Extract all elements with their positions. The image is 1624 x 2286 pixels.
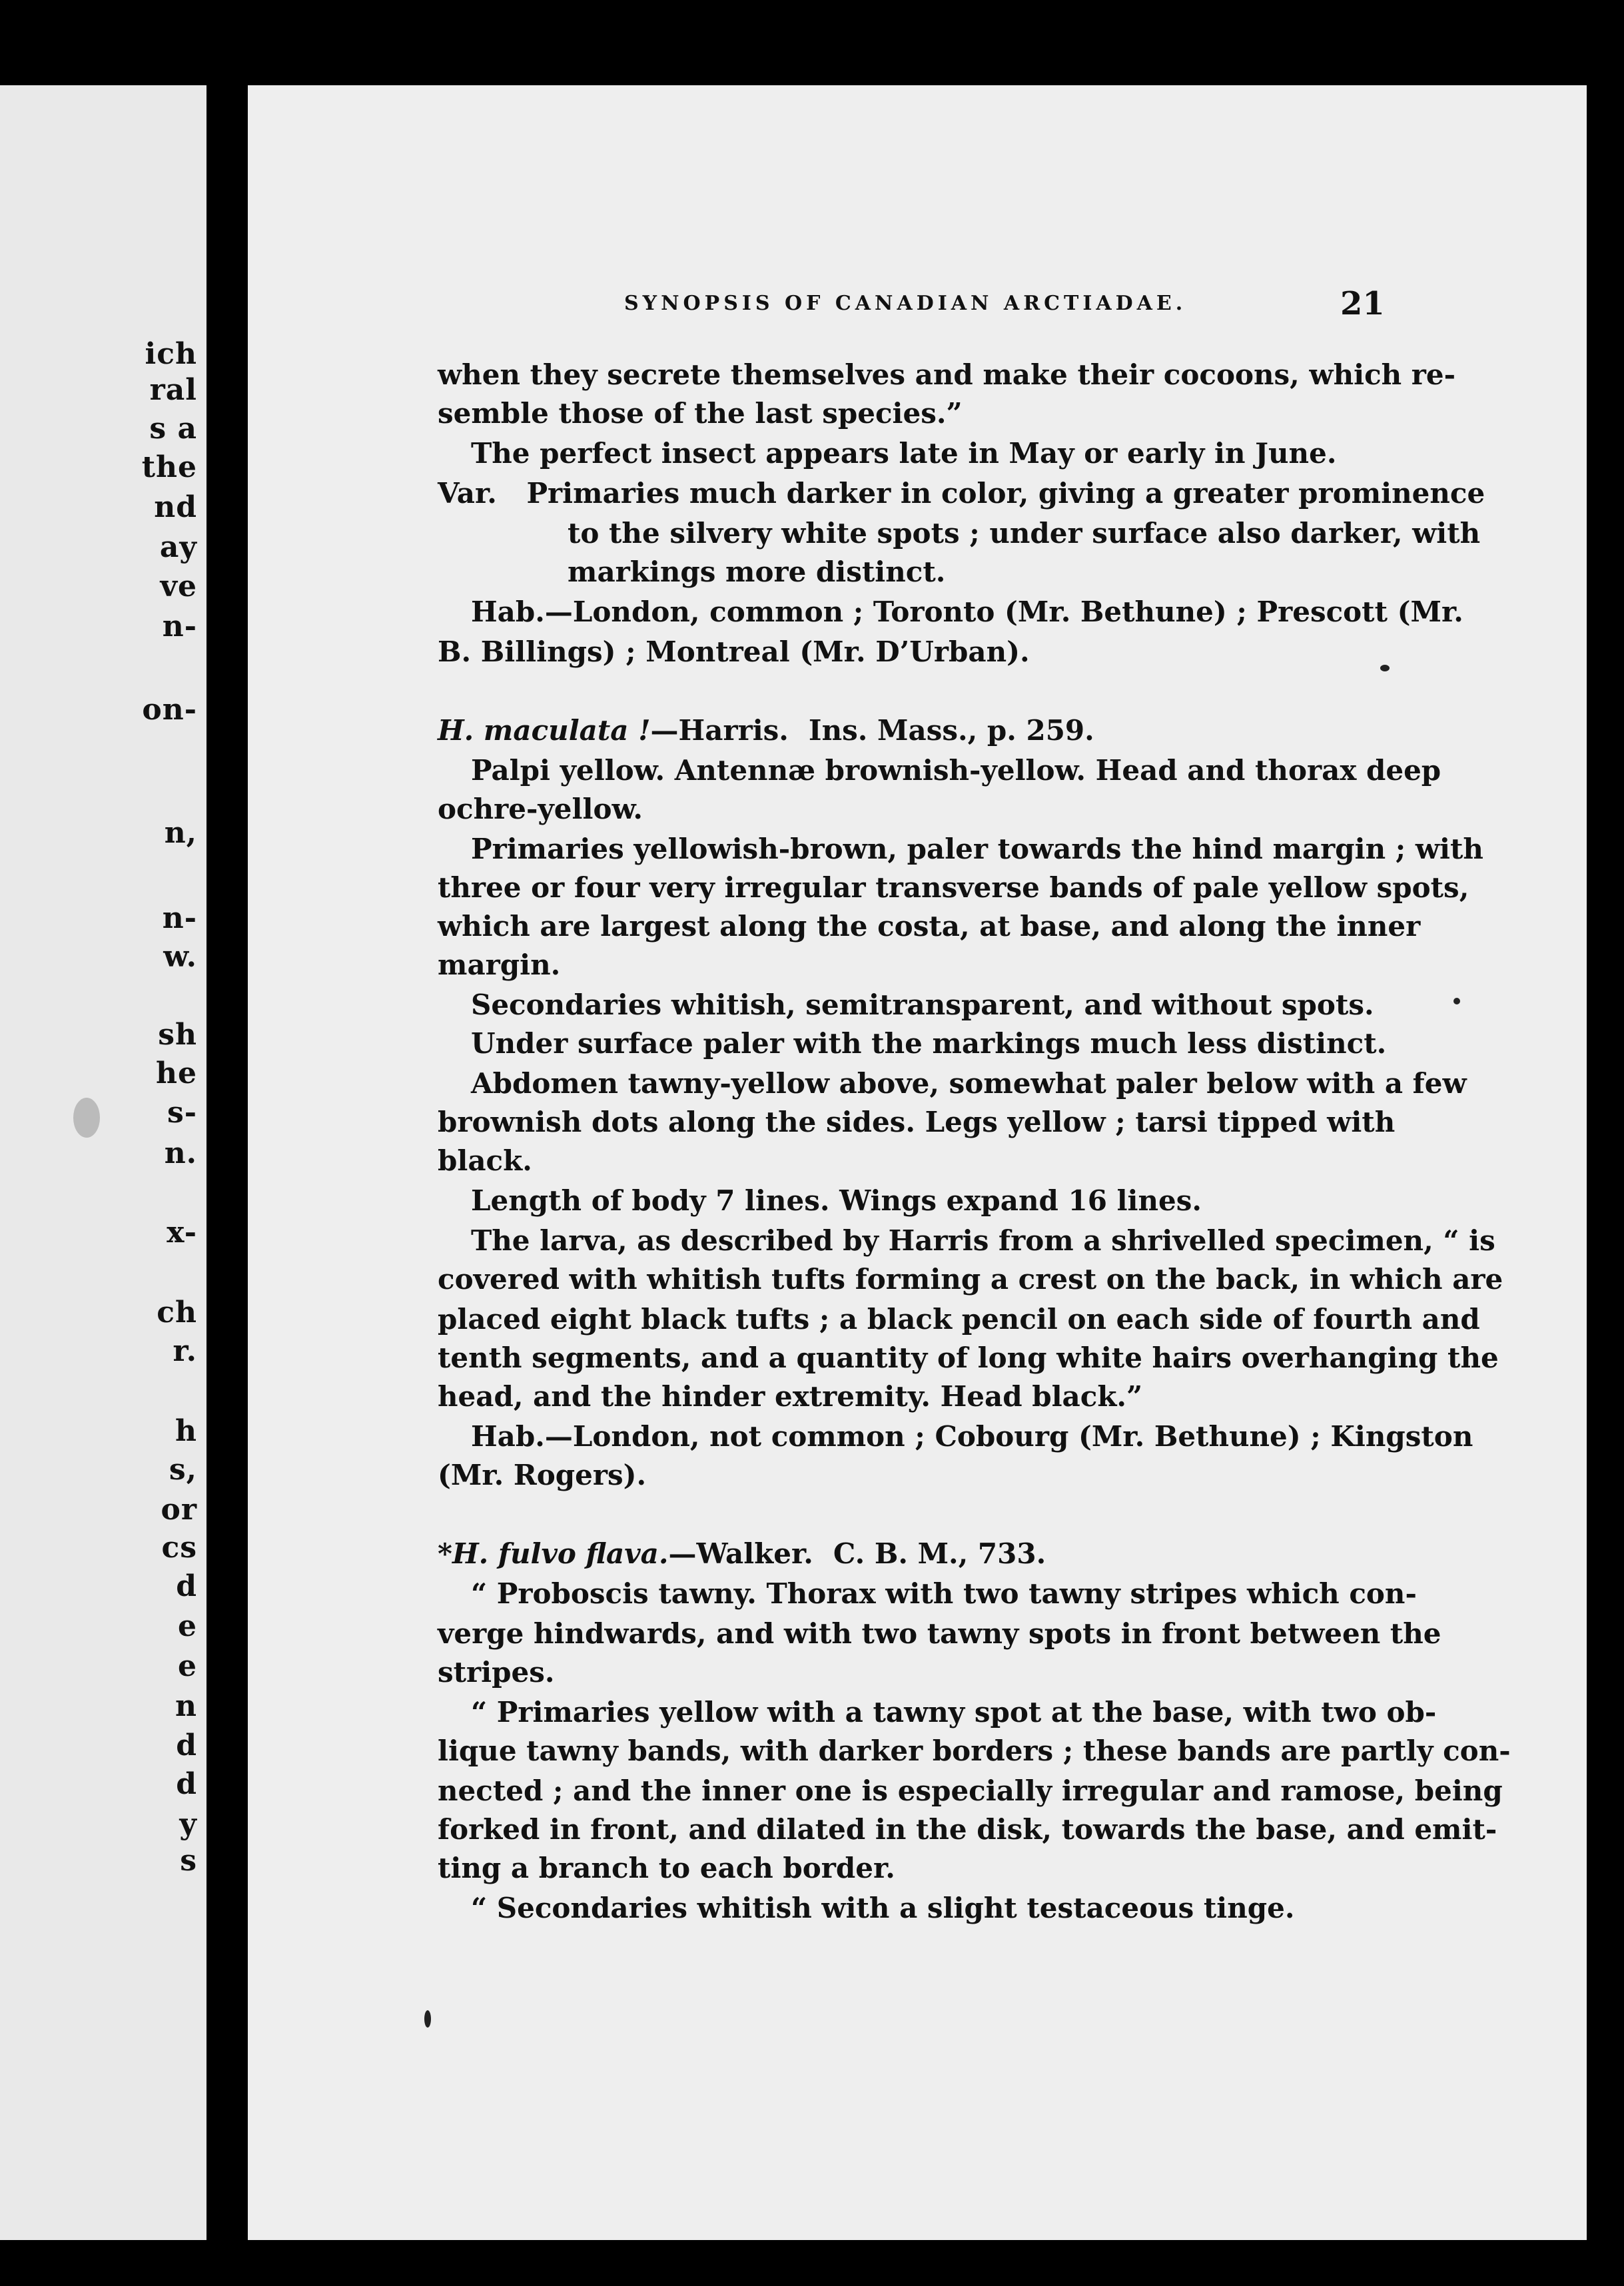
- text-line: three or four very irregular transverse bands of pale yellow spots,: [438, 871, 1469, 904]
- left-margin-text: r.: [173, 1334, 197, 1368]
- running-head: SYNOPSIS OF CANADIAN ARCTIADAE.: [624, 292, 1187, 315]
- speck: [1453, 998, 1460, 1004]
- left-margin-text: e: [178, 1609, 197, 1643]
- text-line: head, and the hinder extremity. Head black.”: [438, 1380, 1143, 1413]
- left-margin-text: or: [161, 1493, 197, 1527]
- text-line: Primaries much darker in color, giving a greater prominence: [526, 477, 1485, 510]
- left-margin-text: ch: [157, 1296, 197, 1330]
- species-heading: [438, 1537, 1587, 1570]
- text-line: “ Proboscis tawny. Thorax with two tawny stripes which con-: [471, 1577, 1417, 1610]
- text-line: when they secrete themselves and make their cocoons, which re-: [438, 358, 1456, 391]
- text-line: semble those of the last species.”: [438, 397, 963, 430]
- speck: [424, 2010, 431, 2028]
- text-line: Abdomen tawny-yellow above, somewhat paler below with a few: [471, 1067, 1467, 1100]
- left-margin-text: e: [178, 1649, 197, 1683]
- species-heading: [438, 714, 1587, 747]
- left-margin-text: s: [180, 1844, 197, 1878]
- text-line: The perfect insect appears late in May or early in June.: [471, 437, 1337, 470]
- text-line: placed eight black tufts ; a black pencil on each side of fourth and: [438, 1303, 1480, 1335]
- left-margin-text: d: [176, 1728, 197, 1762]
- text-line: to the silvery white spots ; under surface also darker, with: [568, 517, 1481, 550]
- left-margin-text: n,: [164, 816, 197, 850]
- text-line: Length of body 7 lines. Wings expand 16 lines.: [471, 1184, 1202, 1217]
- left-margin-text: n: [175, 1689, 197, 1723]
- species-name: H. maculata !: [438, 714, 651, 747]
- text-line: Palpi yellow. Antennæ brownish-yellow. Head and thorax deep: [471, 754, 1441, 787]
- text-line: Primaries yellowish-brown, paler towards the hind margin ; with: [471, 833, 1483, 865]
- text-line: “ Primaries yellow with a tawny spot at the base, with two ob-: [471, 1696, 1437, 1728]
- text-line: (Mr. Rogers).: [438, 1459, 647, 1491]
- var-label: Var.: [438, 477, 497, 510]
- left-margin-text: n-: [162, 901, 197, 935]
- text-line: markings more distinct.: [568, 556, 946, 588]
- left-margin-text: h: [175, 1414, 197, 1448]
- species-name: H. fulvo flava.: [452, 1537, 669, 1570]
- species-mark: *: [438, 1537, 452, 1570]
- species-reference: C. B. M., 733.: [833, 1537, 1046, 1570]
- text-line: black.: [438, 1144, 532, 1177]
- left-margin-text: cs: [161, 1531, 197, 1565]
- left-margin-text: ay: [159, 530, 197, 564]
- left-margin-text: sh: [158, 1018, 197, 1052]
- stain: [73, 1098, 100, 1138]
- text-line: margin.: [438, 949, 561, 981]
- text-line: ting a branch to each border.: [438, 1852, 895, 1884]
- left-margin-text: n-: [162, 609, 197, 643]
- text-line: B. Billings) ; Montreal (Mr. D’Urban).: [438, 635, 1030, 668]
- left-margin-text: ich: [145, 337, 197, 371]
- speck: [1380, 665, 1390, 671]
- book-gutter: [206, 0, 248, 2286]
- left-margin-text: ral: [149, 373, 197, 407]
- text-line: The larva, as described by Harris from a shrivelled specimen, “ is: [471, 1224, 1495, 1257]
- left-margin-text: x-: [167, 1216, 197, 1250]
- left-margin-text: s,: [169, 1453, 197, 1487]
- text-line: lique tawny bands, with darker borders ; these bands are partly con-: [438, 1734, 1511, 1767]
- text-line: verge hindwards, and with two tawny spots in front between the: [438, 1617, 1441, 1650]
- text-line: Under surface paler with the markings much less distinct.: [471, 1027, 1387, 1060]
- page-number: 21: [1340, 285, 1385, 322]
- left-page-fragment: [0, 85, 206, 2240]
- var-line: [438, 477, 1587, 510]
- left-margin-text: nd: [154, 490, 197, 524]
- species-reference: Ins. Mass., p. 259.: [808, 714, 1094, 747]
- left-margin-text: the: [141, 450, 197, 484]
- left-margin-text: w.: [163, 940, 197, 974]
- species-author: —Harris.: [650, 714, 789, 747]
- text-line: nected ; and the inner one is especially irregular and ramose, being: [438, 1774, 1503, 1807]
- left-margin-text: n.: [164, 1136, 197, 1170]
- text-line: covered with whitish tufts forming a crest on the back, in which are: [438, 1263, 1503, 1296]
- species-author: —Walker.: [668, 1537, 813, 1570]
- left-margin-text: ve: [160, 570, 197, 603]
- habitat-line: Hab.—London, not common ; Cobourg (Mr. Bethune) ; Kingston: [471, 1420, 1473, 1453]
- text-line: “ Secondaries whitish with a slight testaceous tinge.: [471, 1892, 1295, 1924]
- left-margin-text: d: [176, 1569, 197, 1603]
- text-line: ochre-yellow.: [438, 793, 643, 825]
- text-line: stripes.: [438, 1656, 555, 1689]
- text-line: Secondaries whitish, semitransparent, and without spots.: [471, 988, 1374, 1021]
- left-margin-text: y: [179, 1807, 197, 1841]
- text-line: forked in front, and dilated in the disk, towards the base, and emit-: [438, 1813, 1497, 1846]
- page: [248, 85, 1587, 2240]
- left-margin-text: on-: [142, 693, 197, 727]
- left-margin-text: s-: [167, 1096, 197, 1130]
- text-line: brownish dots along the sides. Legs yellow ; tarsi tipped with: [438, 1106, 1396, 1138]
- text-line: which are largest along the costa, at base, and along the inner: [438, 910, 1421, 943]
- left-margin-text: s a: [149, 412, 197, 446]
- text-line: tenth segments, and a quantity of long white hairs overhanging the: [438, 1341, 1499, 1374]
- habitat-line: Hab.—London, common ; Toronto (Mr. Bethune) ; Prescott (Mr.: [471, 595, 1463, 628]
- left-margin-text: d: [176, 1767, 197, 1801]
- left-margin-text: he: [156, 1056, 197, 1090]
